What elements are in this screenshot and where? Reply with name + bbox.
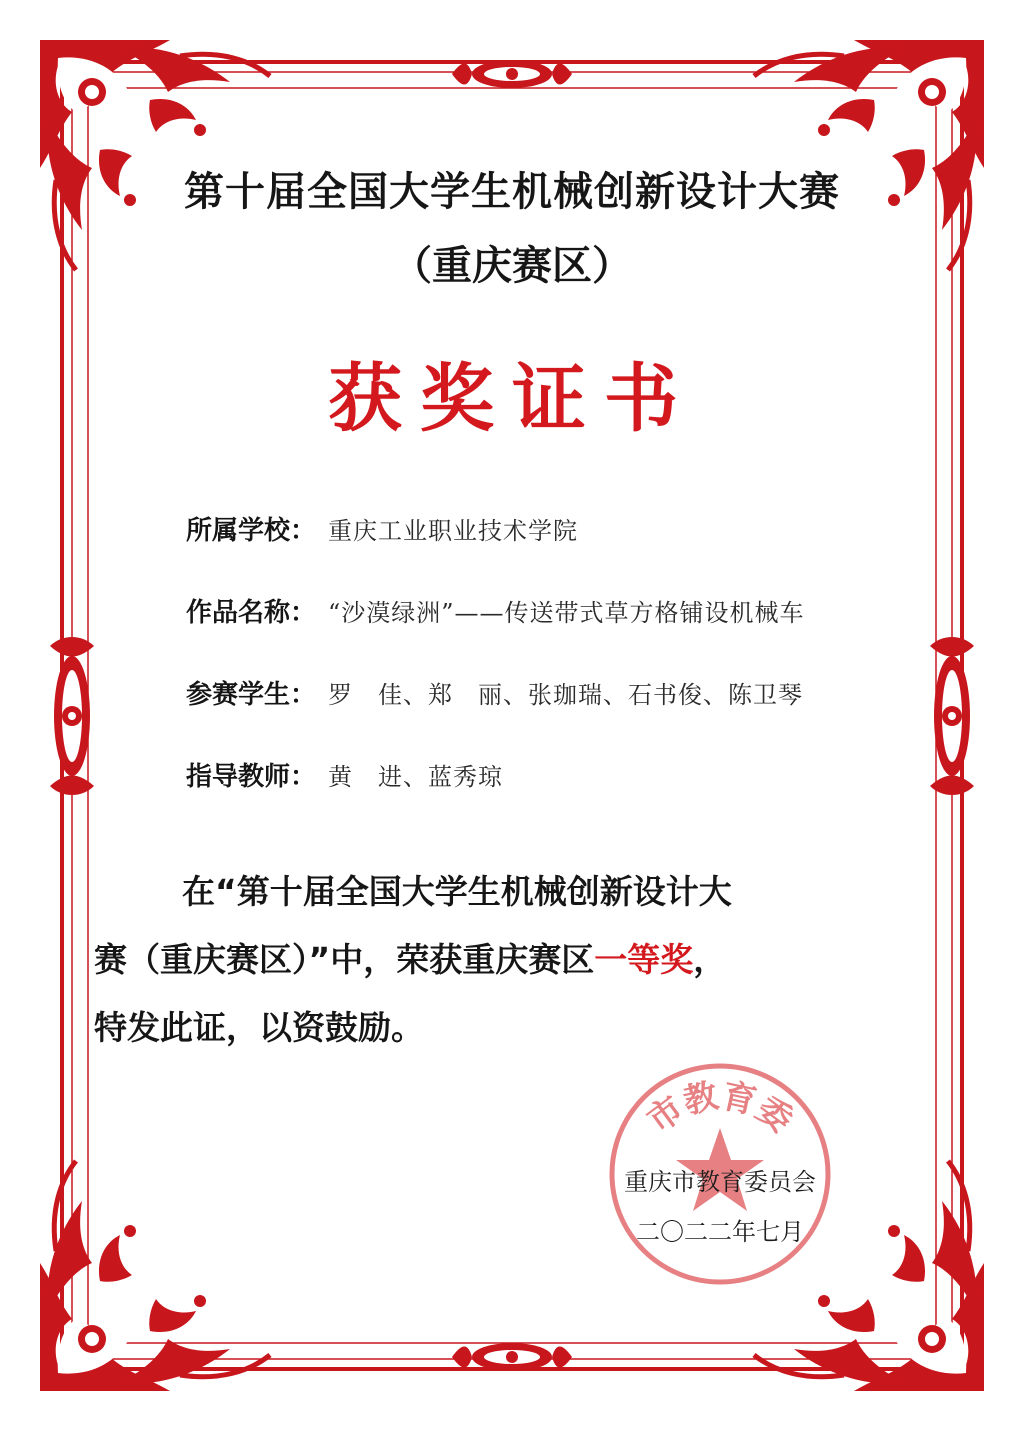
field-advisors — [186, 756, 503, 793]
seal-text: 市教育委 — [640, 1075, 800, 1142]
field-work-name-label: 作品名称： — [186, 598, 317, 628]
field-work-name-value: “沙漠绿洲”——传送带式草方格铺设机械车 — [328, 599, 805, 627]
field-school-value: 重庆工业职业技术学院 — [328, 517, 579, 545]
award-level: 一等奖 — [594, 940, 694, 979]
statement-line1: 在“第十届全国大学生机械创新设计大 — [182, 872, 732, 911]
field-work-name — [186, 592, 805, 629]
competition-region: （重庆赛区） — [392, 243, 632, 289]
statement-line2: 赛（重庆赛区）”中，荣获重庆赛区 — [94, 940, 595, 979]
statement-line3: 特发此证，以资鼓励。 — [94, 1008, 424, 1047]
competition-title: 第十届全国大学生机械创新设计大赛 — [184, 169, 840, 215]
field-advisors-value: 黄 进、蓝秀琼 — [328, 763, 504, 791]
award-statement: 在“第十届全国大学生机械创新设计大 赛（重庆赛区）”中，荣获重庆赛区一等奖， 特发此证，以资鼓励。 — [94, 872, 732, 1047]
field-school — [186, 510, 578, 547]
field-students-value: 罗 佳、郑 丽、张珈瑞、石书俊、陈卫琴 — [328, 681, 804, 709]
field-students — [186, 674, 803, 711]
issue-date: 二〇二二年七月 — [636, 1218, 804, 1246]
issuer: 重庆市教育委员会 — [624, 1168, 816, 1196]
field-school-label: 所属学校： — [186, 516, 317, 546]
certificate-title: 获奖证书 — [328, 356, 696, 442]
field-advisors-label: 指导教师： — [186, 762, 317, 792]
field-students-label: 参赛学生： — [186, 680, 317, 710]
